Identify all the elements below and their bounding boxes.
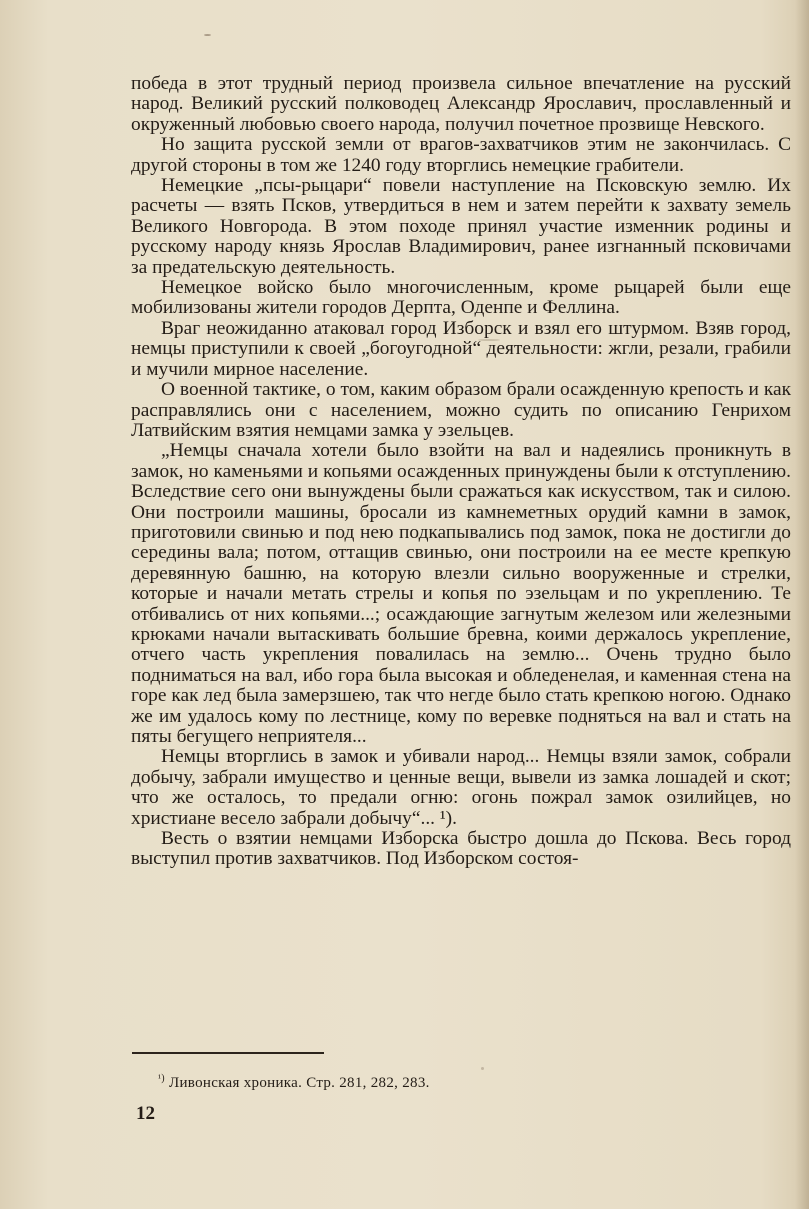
paragraph-continued: победа в этот трудный период произвела сильное впечатление на русский народ. Великий русский полководец Александр Ярославич, прославленный и окруженный любовью своего народа, получил почетное прозвище Невского. xyxy=(131,73,791,135)
paragraph: Но защита русской земли от врагов-захватчиков этим не закончилась. С другой стороны в том же 1240 году вторглись немецкие грабители. xyxy=(131,134,791,176)
quotation-paragraph: Немцы вторглись в замок и убивали народ... Немцы взяли замок, собрали добычу, забрали имущество и ценные вещи, вывели из замка лошадей и скот; что же осталось, то предали огню: огонь пожрал замок озилийцев, но христиане весело забрали добычу“... ¹). xyxy=(131,746,791,829)
footnote-divider xyxy=(132,1052,324,1054)
page-edge-shadow xyxy=(795,0,809,1209)
footnote xyxy=(158,1073,430,1092)
paragraph: Враг неожиданно атаковал город Изборск и взял его штурмом. Взяв город, немцы приступили к своей „богоугодной“ деятельности: жгли, резали, грабили и мучили мирное население. xyxy=(131,317,791,380)
paragraph: Немецкое войско было многочисленным, кроме рыцарей были еще мобилизованы жители городов Дерпта, Оденпе и Феллина. xyxy=(131,277,791,319)
paper-speck xyxy=(481,1067,484,1070)
paragraph: Весть о взятии немцами Изборска быстро дошла до Пскова. Весь город выступил против захватчиков. Под Изборском состоя- xyxy=(131,828,791,870)
paragraph: О военной тактике, о том, каким образом брали осажденную крепость и как расправлялись они с населением, можно судить по описанию Генрихом Латвийским взятия немцами замка у эзельцев. xyxy=(131,379,791,441)
paragraph: Немецкие „псы-рыцари“ повели наступление на Псковскую землю. Их расчеты — взять Псков, утвердиться в нем и затем перейти к захвату земель Великого Новгорода. В этом походе принял участие изменник родины и русскому народу князь Ярослав Владимирович, ранее изгнанный псковичами за предательскую деятельность. xyxy=(131,175,791,278)
body-text xyxy=(131,74,791,870)
quotation-paragraph: „Немцы сначала хотели было взойти на вал и надеялись проникнуть в замок, но каменьями и копьями осажденных принуждены были к отступлению. Вследствие сего они вынуждены были сражаться как искусством, так и силою. Они построили машины, бросали из камнеметных орудий камни в замок, приготовили свинью и под нею подкапывались под замок, пока не достигли до середины вала; потом, оттащив свинью, они построили на ее месте крепкую деревянную башню, на которую влезли сильно вооруженные и стрелки, которые и начали метать стрелы и копья по эзельцам и по укреплению. Те отбивались от них копьями...; осаждающие загнутым железом или железными крюками начали вытаскивать большие бревна, коими держалось укрепление, отчего часть укрепления повалилась на землю... Очень трудно было подниматься на вал, ибо гора была высокая и обледенелая, и каменная стена на горе как лед была замерзшею, так что негде было стать крепкою ногою. Однако же им удалось кому по лестнице, кому по веревке подняться на вал и стать на пяты бегущего неприятеля... xyxy=(131,440,791,747)
page-number: 12 xyxy=(136,1103,155,1124)
footnote-text: Ливонская хроника. Стр. 281, 282, 283. xyxy=(169,1075,430,1091)
paper-speck xyxy=(204,34,211,36)
footnote-marker: ¹) xyxy=(158,1073,165,1084)
